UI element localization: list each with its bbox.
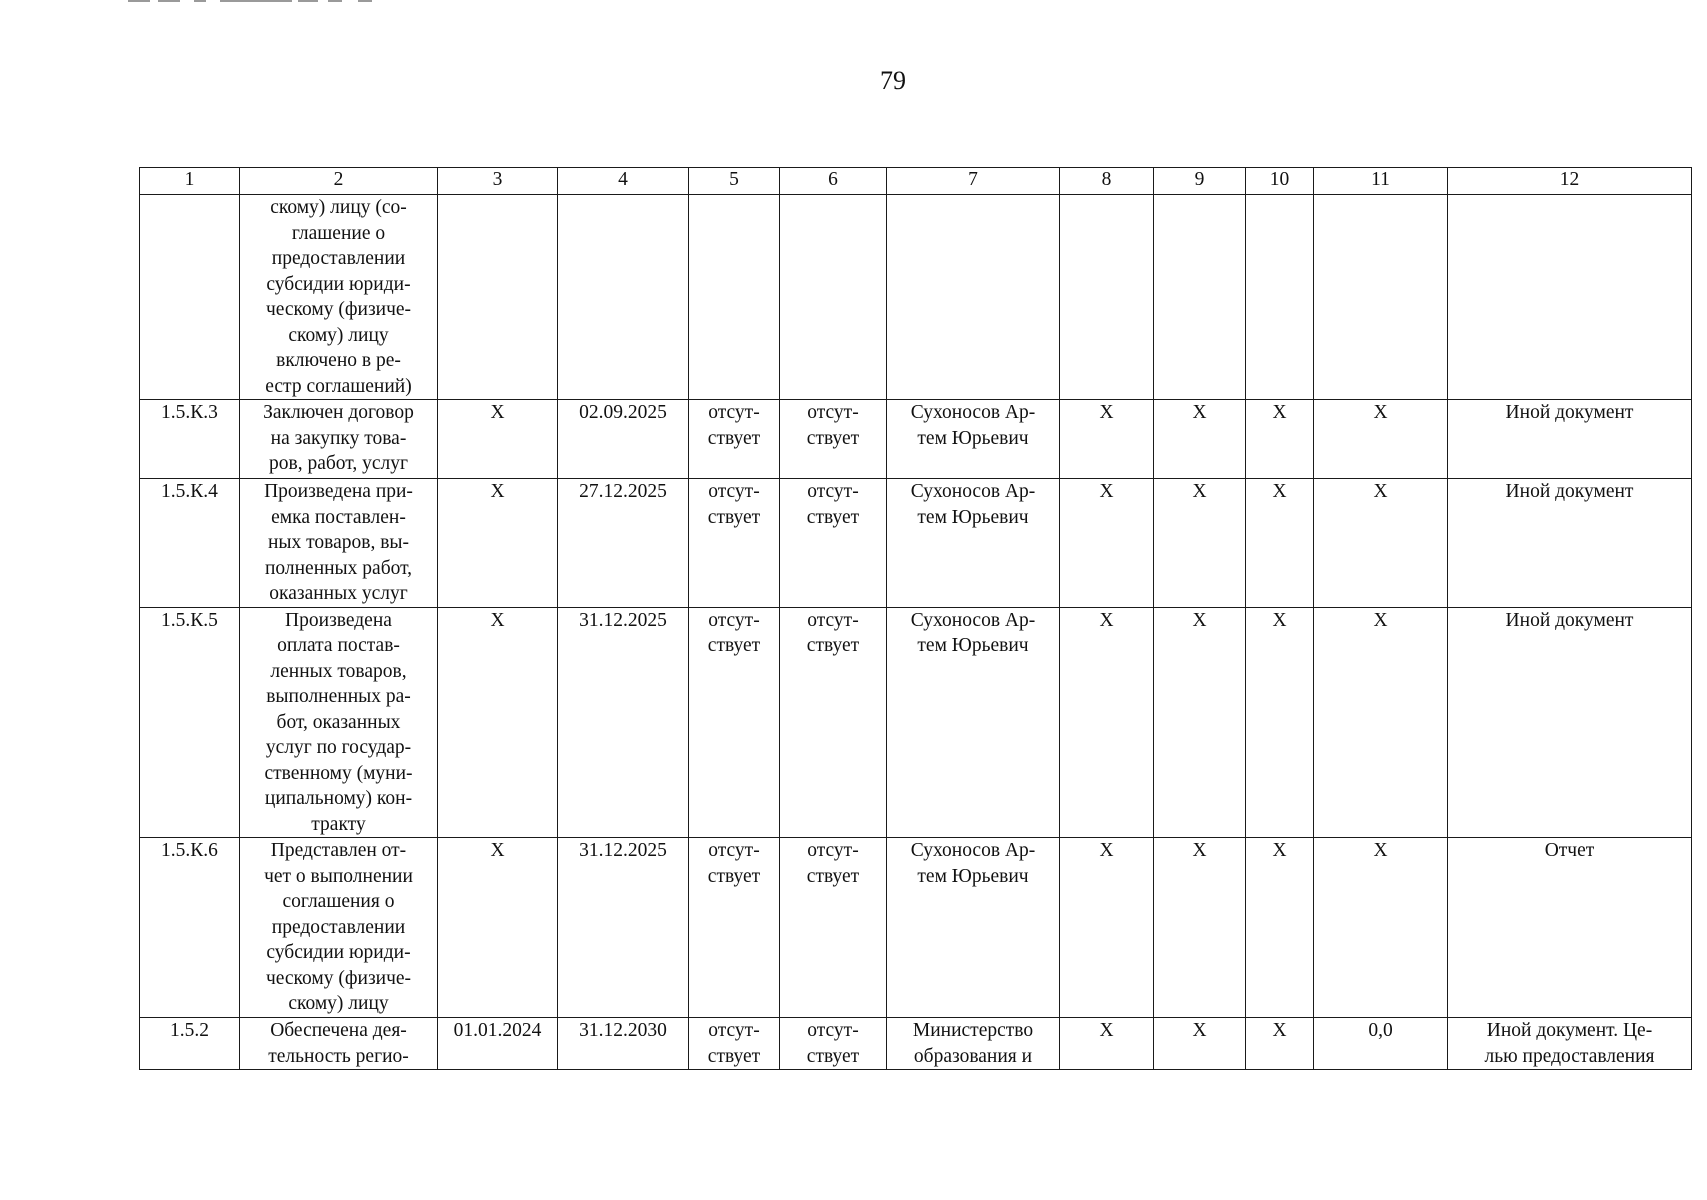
end-date-cell <box>558 195 689 400</box>
header-cell: 10 <box>1246 168 1314 195</box>
col9-cell: X <box>1154 479 1246 608</box>
col6-cell: отсут- ствует <box>780 607 887 838</box>
table-row <box>140 400 1692 479</box>
row-id-cell: 1.5.К.5 <box>140 607 240 838</box>
end-date-cell: 02.09.2025 <box>558 400 689 479</box>
row-id-cell: 1.5.К.6 <box>140 838 240 1018</box>
col8-cell: X <box>1060 607 1154 838</box>
col6-cell <box>780 195 887 400</box>
end-date-cell: 31.12.2025 <box>558 607 689 838</box>
col11-cell: X <box>1314 400 1448 479</box>
document-type-cell: Отчет <box>1448 838 1692 1018</box>
row-id-cell <box>140 195 240 400</box>
col8-cell: X <box>1060 479 1154 608</box>
col6-cell: отсут- ствует <box>780 1018 887 1070</box>
col8-cell: X <box>1060 1018 1154 1070</box>
event-description-cell: скому) лицу (со- глашение о предоставлении субсидии юриди- ческому (физиче- скому) лицу включено в ре- естр соглашений) <box>240 195 438 400</box>
header-cell: 7 <box>887 168 1060 195</box>
col9-cell <box>1154 195 1246 400</box>
col5-cell <box>689 195 780 400</box>
header-cell: 12 <box>1448 168 1692 195</box>
event-description-cell: Представлен от- чет о выполнении соглашения о предоставлении субсидии юриди- ческому (физиче- скому) лицу <box>240 838 438 1018</box>
col6-cell: отсут- ствует <box>780 838 887 1018</box>
col5-cell: отсут- ствует <box>689 479 780 608</box>
col10-cell <box>1246 195 1314 400</box>
document-type-cell: Иной документ <box>1448 400 1692 479</box>
header-cell: 6 <box>780 168 887 195</box>
col5-cell: отсут- ствует <box>689 1018 780 1070</box>
col10-cell: X <box>1246 479 1314 608</box>
table-row <box>140 479 1692 608</box>
start-date-cell: 01.01.2024 <box>438 1018 558 1070</box>
col5-cell: отсут- ствует <box>689 400 780 479</box>
document-type-cell <box>1448 195 1692 400</box>
table-row <box>140 607 1692 838</box>
col10-cell: X <box>1246 1018 1314 1070</box>
col9-cell: X <box>1154 838 1246 1018</box>
header-cell: 11 <box>1314 168 1448 195</box>
document-type-cell: Иной документ. Це- лью предоставления <box>1448 1018 1692 1070</box>
event-description-cell: Обеспечена дея- тельность регио- <box>240 1018 438 1070</box>
col10-cell: X <box>1246 838 1314 1018</box>
header-cell: 3 <box>438 168 558 195</box>
header-cell: 8 <box>1060 168 1154 195</box>
responsible-cell: Сухоносов Ар- тем Юрьевич <box>887 838 1060 1018</box>
responsible-cell: Сухоносов Ар- тем Юрьевич <box>887 607 1060 838</box>
start-date-cell <box>438 195 558 400</box>
responsible-cell <box>887 195 1060 400</box>
header-cell: 5 <box>689 168 780 195</box>
end-date-cell: 31.12.2030 <box>558 1018 689 1070</box>
table-header-row <box>140 168 1692 195</box>
table-row <box>140 195 1692 400</box>
col11-cell: X <box>1314 607 1448 838</box>
responsible-cell: Министерство образования и <box>887 1018 1060 1070</box>
table-row <box>140 1018 1692 1070</box>
responsible-cell: Сухоносов Ар- тем Юрьевич <box>887 479 1060 608</box>
col8-cell: X <box>1060 400 1154 479</box>
end-date-cell: 27.12.2025 <box>558 479 689 608</box>
col9-cell: X <box>1154 1018 1246 1070</box>
table-row <box>140 838 1692 1018</box>
col11-cell: X <box>1314 479 1448 608</box>
event-description-cell: Произведена оплата постав- ленных товаров, выполненных ра- бот, оказанных услуг по государ- ственному (муни- ципальному) кон- тракту <box>240 607 438 838</box>
col11-cell: 0,0 <box>1314 1018 1448 1070</box>
start-date-cell: X <box>438 400 558 479</box>
col9-cell: X <box>1154 607 1246 838</box>
col6-cell: отсут- ствует <box>780 479 887 608</box>
row-id-cell: 1.5.К.3 <box>140 400 240 479</box>
end-date-cell: 31.12.2025 <box>558 838 689 1018</box>
start-date-cell: X <box>438 607 558 838</box>
responsible-cell: Сухоносов Ар- тем Юрьевич <box>887 400 1060 479</box>
start-date-cell: X <box>438 479 558 608</box>
col9-cell: X <box>1154 400 1246 479</box>
col6-cell: отсут- ствует <box>780 400 887 479</box>
page-number: 79 <box>880 66 906 95</box>
col8-cell: X <box>1060 838 1154 1018</box>
row-id-cell: 1.5.К.4 <box>140 479 240 608</box>
document-type-cell: Иной документ <box>1448 607 1692 838</box>
event-description-cell: Заключен договор на закупку това- ров, работ, услуг <box>240 400 438 479</box>
col10-cell: X <box>1246 400 1314 479</box>
header-cell: 1 <box>140 168 240 195</box>
col5-cell: отсут- ствует <box>689 607 780 838</box>
row-id-cell: 1.5.2 <box>140 1018 240 1070</box>
header-cell: 2 <box>240 168 438 195</box>
col5-cell: отсут- ствует <box>689 838 780 1018</box>
start-date-cell: X <box>438 838 558 1018</box>
col8-cell <box>1060 195 1154 400</box>
scan-artifact-marks <box>128 0 428 3</box>
col10-cell: X <box>1246 607 1314 838</box>
document-type-cell: Иной документ <box>1448 479 1692 608</box>
header-cell: 9 <box>1154 168 1246 195</box>
col11-cell: X <box>1314 838 1448 1018</box>
event-description-cell: Произведена при- емка поставлен- ных товаров, вы- полненных работ, оказанных услуг <box>240 479 438 608</box>
header-cell: 4 <box>558 168 689 195</box>
col11-cell <box>1314 195 1448 400</box>
document-table <box>139 167 1692 1070</box>
